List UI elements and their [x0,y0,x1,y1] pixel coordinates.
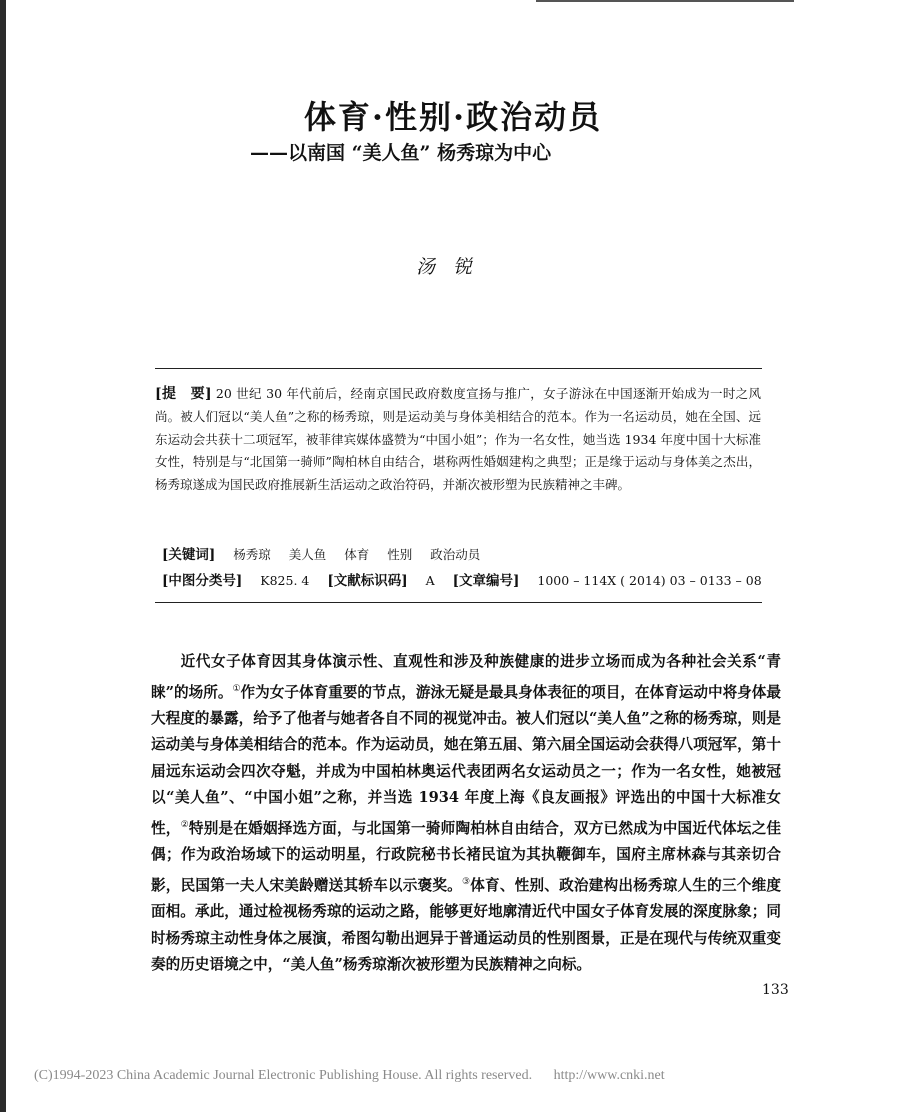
keyword-item: 体育 [344,547,370,562]
abstract-top-rule [155,368,762,369]
keyword-item: 政治动员 [430,547,481,562]
footer-link[interactable]: http://www.cnki.net [553,1068,665,1083]
abstract-label: [提 要] [155,386,212,402]
article-number-value: 1000 – 114X ( 2014) 03 – 0133 – 08 [537,573,762,588]
clc-label: [中图分类号] [162,573,243,589]
abstract-bottom-rule [155,602,762,603]
body-text-part: 近代女子体育因其身体演示性、直观性和涉及种族健康的进步立场而成为各种社会关系“青睐”的场所。 [151,653,781,701]
body-text-part: 特别是在婚姻择选方面，与北国第一骑师陶柏林自由结合，双方已然成为中国近代体坛之佳偶；作为政治场域下的运动明星，行政院秘书长褚民谊为其执鞭御车，国府主席林森与其亲切合影，民国第一夫人宋美龄赠送其轿车以示褒奖。 [151,819,781,894]
footer [34,1068,874,1084]
article-number-label: [文章编号] [452,573,520,589]
doc-code-value: A [425,573,435,588]
abstract-text: 20 世纪 30 年代前后，经南京国民政府数度宣扬与推广，女子游泳在中国逐渐开始成为一时之风尚。被人们冠以“美人鱼”之称的杨秀琼，则是运动美与身体美相结合的范本。作为一名运动员，她在全国、远东运动会共获十二项冠军，被菲律宾媒体盛赞为“中国小姐”；作为一名女性，她当选 1934 年度中国十大标准女性，特别是与“北国第一骑师”陶柏林自由结合，堪称两性婚姻建构之典型；正是缘于运动与身体美之杰出，杨秀琼遂成为国民政府推展新生活运动之政治符码，并渐次被形塑为民族精神之丰碑。 [155,386,761,493]
keyword-item: 性别 [387,547,413,562]
page-number: 133 [762,982,789,998]
copyright-notice: (C)1994-2023 China Academic Journal Electronic Publishing House. All rights reserved. [34,1068,533,1083]
footnote-ref[interactable]: ① [232,683,241,694]
article-title: 体育·性别·政治动员 [303,98,603,136]
body-text-part: 体育、性别、政治建构出杨秀琼人生的三个维度面相。承此，通过检视杨秀琼的运动之路，能够更好地廓清近代中国女子体育发展的深度脉象；同时杨秀琼主动性身体之展演，希图勾勒出迥异于普通运动员的性别图景，正是在现代与传统双重变奏的历史语境之中，“美人鱼”杨秀琼渐次被形塑为民族精神之向标。 [151,876,781,974]
page-left-edge [0,0,6,1112]
clc-value: K825. 4 [260,573,310,588]
keyword-item: 杨秀琼 [233,547,271,562]
abstract [155,383,761,497]
body-paragraph [151,649,781,979]
footnote-ref[interactable]: ② [180,819,189,830]
footnote-ref[interactable]: ③ [461,876,471,887]
keywords-label: [关键词] [162,547,216,563]
header-rule [536,0,794,2]
keywords-row [162,543,480,563]
body-text-part: 作为女子体育重要的节点，游泳无疑是最具身体表征的项目，在体育运动中将身体最大程度的暴露，给予了他者与她者各自不同的视觉冲击。被人们冠以“美人鱼”之称的杨秀琼，则是运动美与身体美相结合的范本。作为运动员，她在第五届、第六届全国运动会获得八项冠军，第十届远东运动会四次夺魁，并成为中国柏林奥运代表团两名女运动员之一；作为一名女性，她被冠以“美人鱼”、“中国小姐”之称，并当选 1934 年度上海《良友画报》评选出的中国十大标准女性， [151,683,781,837]
article-subtitle: ——以南国 “美人鱼” 杨秀琼为中心 [250,142,552,164]
author-name: 汤锐 [415,256,490,278]
doc-code-label: [文献标识码] [327,573,408,589]
classification-row [162,569,762,589]
keyword-item: 美人鱼 [288,547,327,562]
